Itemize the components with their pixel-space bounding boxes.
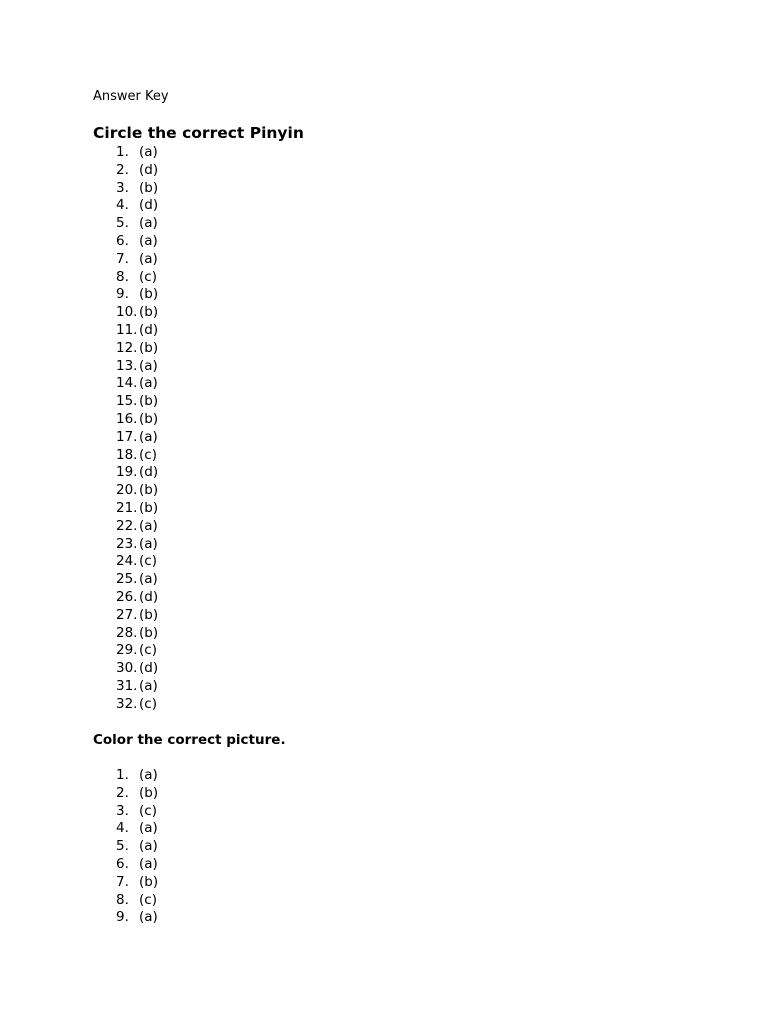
list-item-number: 20. [116, 482, 138, 499]
list-item-number: 8. [116, 268, 129, 285]
list-item-answer: (a) [139, 677, 158, 694]
list-item-answer: (a) [139, 144, 158, 160]
list-item-answer: (b) [139, 393, 159, 410]
list-item-number: 31. [116, 677, 138, 694]
list-item-number: 16. [116, 410, 138, 427]
list-item-number: 10. [116, 304, 138, 321]
list-item-answer: (a) [139, 838, 158, 855]
list-item-number: 28. [116, 624, 138, 641]
list-item-number: 23. [116, 535, 138, 552]
list-item-answer: (b) [139, 339, 159, 356]
list-item-answer: (a) [139, 855, 158, 872]
list-item-answer: (a) [139, 909, 158, 926]
list-item-answer: (b) [139, 304, 159, 321]
list-item-number: 1. [116, 144, 129, 160]
list-item-answer: (d) [139, 321, 159, 338]
list-item-answer: (d) [139, 660, 159, 677]
list-item-number: 7. [116, 873, 129, 890]
list-item-number: 11. [116, 321, 138, 338]
list-item-answer: (c) [139, 802, 157, 819]
list-item-number: 17. [116, 428, 138, 445]
list-item-answer: (d) [139, 588, 159, 605]
list-item-answer: (a) [139, 215, 158, 232]
list-item-answer: (c) [139, 642, 157, 659]
list-item-answer: (c) [139, 268, 157, 285]
list-item-answer: (a) [139, 517, 158, 534]
list-item-answer: (a) [139, 820, 158, 837]
list-item-answer: (b) [139, 784, 159, 801]
list-item-answer: (c) [139, 695, 157, 712]
list-item-number: 18. [116, 446, 138, 463]
section-heading-color-picture: Color the correct picture. [93, 732, 286, 748]
list-item-number: 5. [116, 215, 129, 232]
list-item-number: 26. [116, 588, 138, 605]
list-item-number: 2. [116, 784, 129, 801]
section-heading-pinyin: Circle the correct Pinyin [93, 124, 304, 142]
list-item-number: 29. [116, 642, 138, 659]
list-item-answer: (b) [139, 873, 159, 890]
list-item-number: 13. [116, 357, 138, 374]
list-item-number: 9. [116, 286, 129, 303]
list-item-number: 15. [116, 393, 138, 410]
list-item-answer: (b) [139, 286, 159, 303]
list-item-answer: (a) [139, 767, 158, 783]
list-item-number: 2. [116, 161, 129, 178]
list-item-number: 21. [116, 499, 138, 516]
list-item-answer: (a) [139, 375, 158, 392]
list-item-answer: (b) [139, 410, 159, 427]
list-item-answer: (d) [139, 161, 159, 178]
list-item-number: 22. [116, 517, 138, 534]
list-item-number: 3. [116, 802, 129, 819]
list-item-answer: (a) [139, 571, 158, 588]
document-title: Answer Key [93, 89, 169, 104]
list-item-number: 4. [116, 197, 129, 214]
list-item-answer: (b) [139, 606, 159, 623]
list-item-answer: (c) [139, 891, 157, 908]
list-item-number: 14. [116, 375, 138, 392]
list-item-number: 27. [116, 606, 138, 623]
list-item-number: 24. [116, 553, 138, 570]
list-item-answer: (a) [139, 428, 158, 445]
list-item-answer: (c) [139, 446, 157, 463]
list-item-answer: (a) [139, 250, 158, 267]
list-item-answer: (b) [139, 179, 159, 196]
list-item-number: 12. [116, 339, 138, 356]
list-item-number: 4. [116, 820, 129, 837]
list-item-number: 32. [116, 695, 138, 712]
list-item-number: 30. [116, 660, 138, 677]
list-item-number: 5. [116, 838, 129, 855]
list-item-answer: (b) [139, 482, 159, 499]
list-item-number: 25. [116, 571, 138, 588]
list-item-number: 3. [116, 179, 129, 196]
list-item-answer: (a) [139, 357, 158, 374]
list-item-answer: (b) [139, 624, 159, 641]
list-item-answer: (c) [139, 553, 157, 570]
list-item-answer: (d) [139, 464, 159, 481]
list-item-answer: (d) [139, 197, 159, 214]
list-item-answer: (a) [139, 232, 158, 249]
list-item-answer: (b) [139, 499, 159, 516]
list-item-number: 1. [116, 767, 129, 783]
list-item-number: 6. [116, 855, 129, 872]
list-item-number: 19. [116, 464, 138, 481]
list-item-number: 9. [116, 909, 129, 926]
list-item-number: 8. [116, 891, 129, 908]
list-item-answer: (a) [139, 535, 158, 552]
list-item-number: 7. [116, 250, 129, 267]
list-item-number: 6. [116, 232, 129, 249]
